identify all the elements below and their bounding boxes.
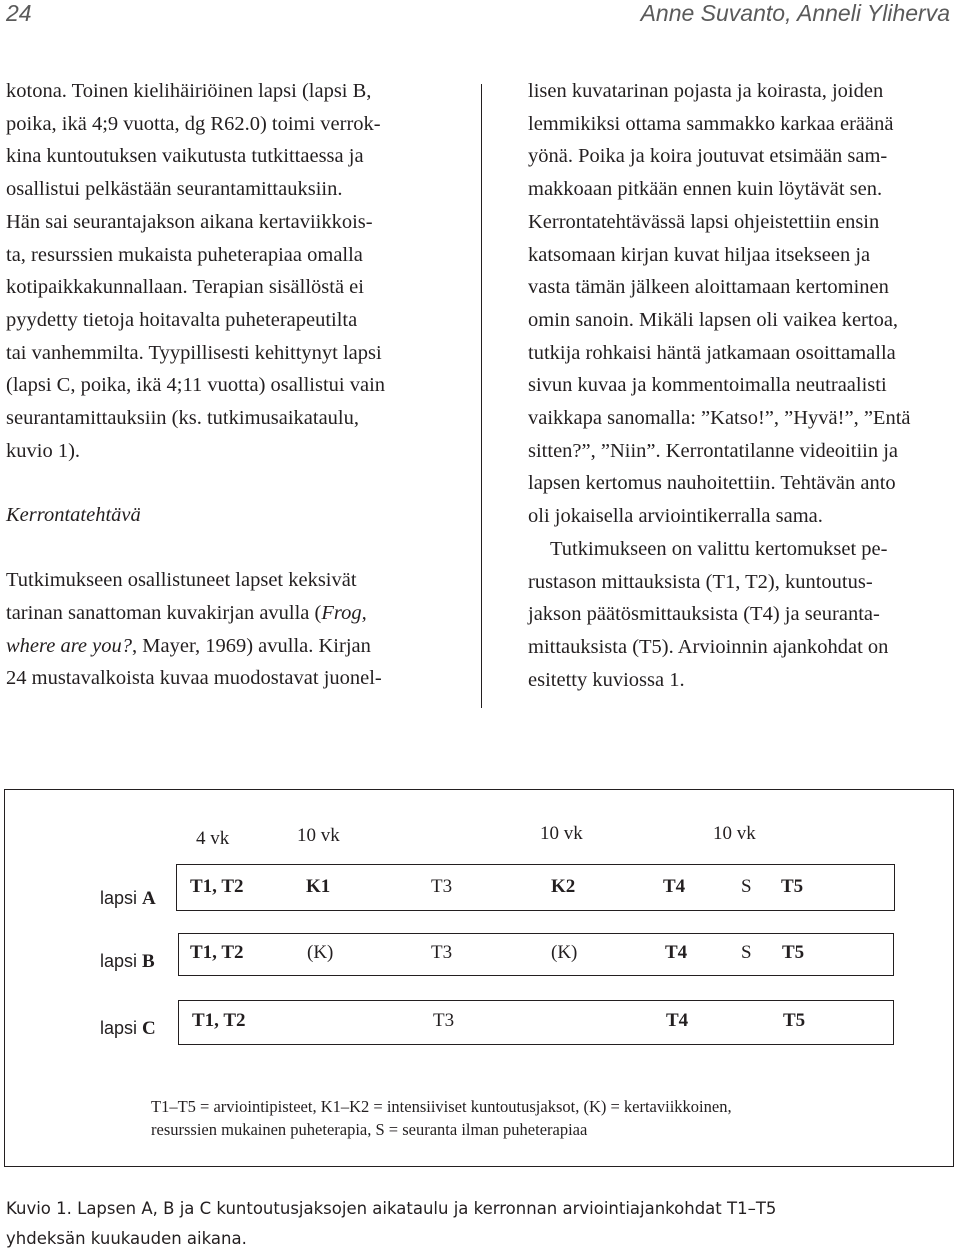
row-label-child-c: [100, 1018, 156, 1040]
figure-caption-line: Kuvio 1. Lapsen A, B ja C kuntoutusjaksojen aikataulu ja kerronnan arviointiajankohdat T1–T5: [6, 1199, 777, 1218]
timepoint-label: T3: [431, 942, 453, 963]
left-text-column: [6, 75, 442, 695]
figure-legend-line: resurssien mukainen puheterapia, S = seuranta ilman puheterapiaa: [151, 1120, 588, 1139]
duration-label: 10 vk: [713, 823, 756, 844]
text-line: sitten?”, ”Niin”. Kerrontatilanne videoitiin ja: [528, 439, 899, 462]
timepoint-label: T4: [665, 942, 688, 963]
text-line: yönä. Poika ja koira joutuvat etsimään sam-: [528, 145, 888, 168]
text-line: (lapsi C, poika, ikä 4;11 vuotta) osallistui vain: [6, 374, 386, 397]
right-text-column: [528, 75, 960, 696]
text-line: tutkija rohkaisi häntä jatkamaan osoittamalla: [528, 341, 896, 364]
text-run: , Mayer, 1969) avulla. Kirjan: [132, 634, 371, 657]
row-label-child-b: [100, 951, 155, 973]
text-line: vasta tämän jälkeen aloittamaan kertominen: [528, 276, 889, 299]
text-line: pyydetty tietoja hoitavalta puheterapeutilta: [6, 308, 358, 331]
text-line: poika, ikä 4;9 vuotta, dg R62.0) toimi verrok-: [6, 112, 381, 135]
period-label: K2: [551, 876, 576, 897]
duration-label: 4 vk: [196, 828, 230, 849]
book-title-italic: where are you?: [6, 634, 133, 657]
figure-legend-line: T1–T5 = arviointipisteet, K1–K2 = intensiiviset kuntoutusjaksot, (K) = kertaviikkoinen,: [151, 1097, 732, 1116]
text-line: Tutkimukseen on valittu kertomukset pe-: [550, 537, 888, 560]
duration-label: 10 vk: [297, 825, 340, 846]
text-line: seurantamittauksiin (ks. tutkimusaikataulu,: [6, 407, 359, 430]
row-letter: B: [142, 951, 155, 972]
text-line: kotipaikkakunnallaan. Terapian sisällöstä ei: [6, 276, 364, 299]
period-label: S: [741, 876, 752, 897]
timepoint-label: T3: [431, 876, 453, 897]
timepoint-label: T1, T2: [190, 876, 244, 897]
column-divider: [481, 84, 482, 708]
timepoint-label: T1, T2: [190, 942, 244, 963]
timepoint-label: T5: [783, 1010, 806, 1031]
text-line: lisen kuvatarinan pojasta ja koirasta, joiden: [528, 80, 884, 102]
text-line: [6, 630, 442, 663]
text-run: tarinan sanattoman kuvakirjan avulla (: [6, 601, 322, 624]
timepoint-label: T3: [433, 1010, 455, 1031]
text-line: Kerrontatehtävässä lapsi ohjeistettiin ensin: [528, 210, 880, 233]
text-line: esitetty kuviossa 1.: [528, 668, 685, 691]
timepoint-label: T1, T2: [192, 1010, 246, 1031]
duration-label: 10 vk: [540, 823, 583, 844]
text-line: kotona. Toinen kielihäiriöinen lapsi (lapsi B,: [6, 80, 372, 102]
text-line: kuvio 1).: [6, 439, 81, 462]
text-line: mittauksista (T5). Arvioinnin ajankohdat on: [528, 635, 889, 658]
row-label-text: lapsi: [100, 1018, 143, 1038]
period-label: (K): [307, 942, 334, 963]
row-label-child-a: [100, 888, 156, 910]
running-header-authors: Anne Suvanto, Anneli Yliherva: [640, 0, 950, 26]
period-label: (K): [551, 942, 578, 963]
period-label: K1: [306, 876, 331, 897]
text-line: tai vanhemmilta. Tyypillisesti kehittynyt lapsi: [6, 341, 382, 364]
text-line: makkoaan pitkään ennen kuin löytävät sen.: [528, 178, 883, 201]
text-line: 24 mustavalkoista kuvaa muodostavat juonel-: [6, 667, 382, 690]
row-label-text: lapsi: [100, 951, 143, 971]
page-number: 24: [6, 0, 32, 26]
text-line: jakson päätösmittauksista (T4) ja seuranta-: [528, 603, 880, 626]
text-line: [6, 597, 442, 630]
timepoint-label: T5: [782, 942, 805, 963]
section-heading: Kerrontatehtävä: [6, 504, 141, 527]
figure-frame: [4, 789, 954, 1167]
text-line: lemmikiksi ottama sammakko karkaa eräänä: [528, 112, 894, 135]
text-line: Hän sai seurantajakson aikana kertaviikkois-: [6, 210, 373, 233]
row-letter: C: [142, 1018, 156, 1039]
text-line: Tutkimukseen osallistuneet lapset keksivät: [6, 569, 357, 592]
text-line: osallistui pelkästään seurantamittauksiin.: [6, 178, 343, 201]
text-line: katsomaan kirjan kuvat hiljaa itsekseen ja: [528, 243, 871, 266]
text-line: rustason mittauksista (T1, T2), kuntoutus-: [528, 570, 873, 593]
text-line: lapsen kertomus nauhoitettiin. Tehtävän anto: [528, 472, 896, 495]
text-line: oli jokaisella arviointikerralla sama.: [528, 505, 823, 528]
timepoint-label: T5: [781, 876, 804, 897]
text-line: omin sanoin. Mikäli lapsen oli vaikea kertoa,: [528, 308, 899, 331]
text-line: ta, resurssien mukaista puheterapiaa omalla: [6, 243, 363, 266]
row-label-text: lapsi: [100, 888, 143, 908]
figure-caption-line: yhdeksän kuukauden aikana.: [6, 1229, 247, 1248]
text-line: vaikkapa sanomalla: ”Katso!”, ”Hyvä!”, ”Entä: [528, 407, 911, 430]
book-title-italic: Frog,: [321, 601, 367, 624]
timepoint-label: T4: [663, 876, 686, 897]
text-line: kina kuntoutuksen vaikutusta tutkittaessa ja: [6, 145, 364, 168]
text-line: sivun kuvaa ja kommentoimalla neutraalisti: [528, 374, 887, 397]
timepoint-label: T4: [666, 1010, 689, 1031]
row-letter: A: [142, 888, 156, 909]
period-label: S: [741, 942, 752, 963]
